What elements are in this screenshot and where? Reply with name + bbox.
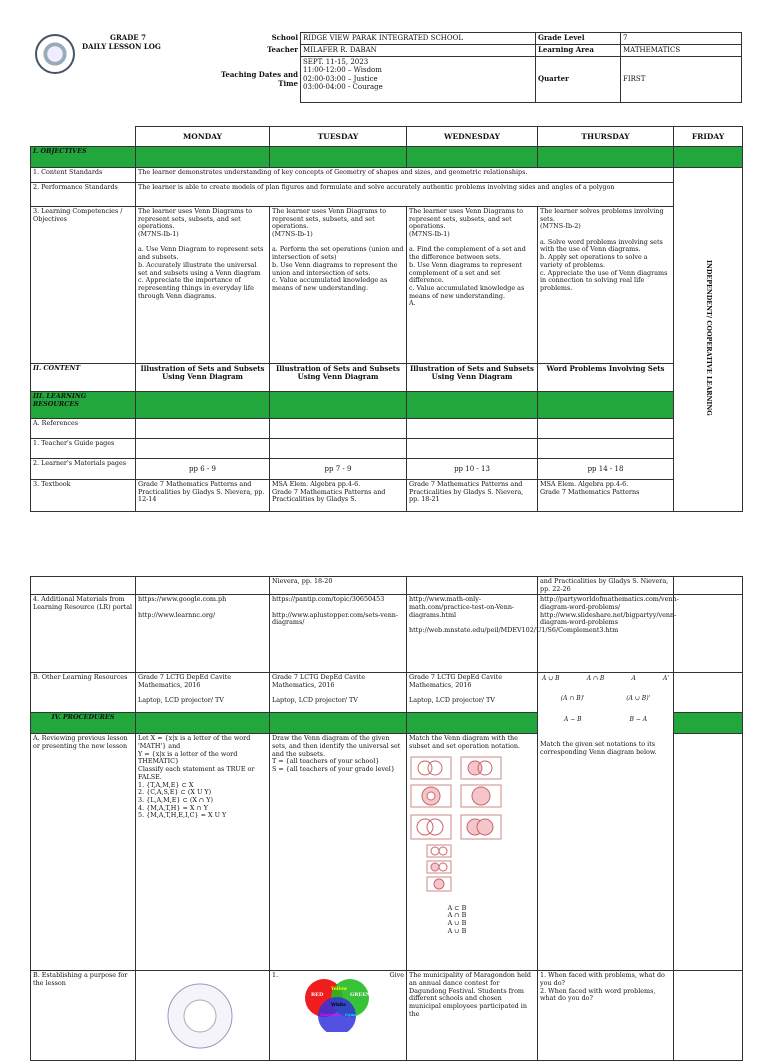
school-label: School xyxy=(271,32,298,42)
purpose-tuesday-give: Give xyxy=(389,971,404,980)
textbook-monday: Grade 7 Mathematics Patterns and Practicalities by Gladys S. Nievera, pp. 12-14 xyxy=(136,480,270,512)
day-tuesday: TUESDAY xyxy=(270,127,407,147)
notation-a-prime: A' xyxy=(663,675,669,683)
teacher-label: Teacher xyxy=(267,44,298,54)
content-wednesday: Illustration of Sets and Subsets Using Venn Diagram xyxy=(407,364,538,392)
other-wednesday: Grade 7 LCTG DepEd Cavite Mathematics, 2016 Laptop, LCD projector/ TV xyxy=(407,673,538,713)
notation-a-minus-b: A − B xyxy=(563,715,582,723)
color-magenta: Magenta xyxy=(320,1012,340,1018)
purpose-tuesday-num: 1. xyxy=(272,971,279,980)
venn-matching-diagrams xyxy=(409,755,509,905)
purpose-label: B. Establishing a purpose for the lesson xyxy=(31,971,136,1061)
additional-thursday: http://partyworldofmathematics.com/venn-diagram-word-problems/ http://www.slideshare.net/bigpartyy/venn-diagram-word-problems xyxy=(538,595,674,673)
color-white: White xyxy=(331,1003,346,1009)
purpose-wednesday: The municipality of Maragondon held an annual dance contest for Dagundong Festival. Students from different schools and chosen municipal employees participated in the xyxy=(407,971,538,1061)
competencies-tuesday: The learner uses Venn Diagrams to represent sets, subsets, and set operations. (M7NS-Ib-1) a. Perform the set operations (union and intersection of sets) b. Use Venn diagrams to represent the union and intersection of sets. c. Value accumulated knowledge as means of new understanding. xyxy=(270,207,407,364)
textbook-wednesday: Grade 7 Mathematics Patterns and Practicalities by Gladys S. Nievera, pp. 18-21 xyxy=(407,480,538,512)
additional-tuesday: https://pantip.com/topic/30650453 http://www.aplustopper.com/sets-venn-diagrams/ xyxy=(270,595,407,673)
thu-notations-row1 xyxy=(540,675,671,682)
other-monday: Grade 7 LCTG DepEd Cavite Mathematics, 2016 Laptop, LCD projector/ TV xyxy=(136,673,270,713)
area-label: Learning Area xyxy=(536,45,621,57)
color-cyan: Cyan xyxy=(345,1012,357,1018)
review-wednesday-cell xyxy=(407,734,538,971)
grade-level-value: 7 xyxy=(621,33,742,45)
performance-text: The learner is able to create models of plan figures and formulate and solve accurately authentic problems involving sides and angles of a polygon xyxy=(136,183,674,207)
textbook-label: 3. Textbook xyxy=(31,480,136,512)
review-thursday: Match the given set notations to its corresponding Venn diagram below. xyxy=(540,739,657,756)
day-friday: FRIDAY xyxy=(674,127,743,147)
content-tuesday: Illustration of Sets and Subsets Using Venn Diagram xyxy=(270,364,407,392)
friday-note: INDEPENDENT/ COOPERATIVE LEARNING xyxy=(704,260,713,417)
lm-tuesday: pp 7 - 9 xyxy=(270,459,407,480)
wed-notation-4: A ∪ B xyxy=(447,926,467,935)
log-label: DAILY LESSON LOG xyxy=(82,42,161,51)
additional-monday: https://www.google.com.ph http://www.learnnc.org/ xyxy=(136,595,270,673)
notation-a-union-b: A ∪ B xyxy=(542,675,560,683)
lm-thursday: pp 14 - 18 xyxy=(538,459,674,480)
content-thursday: Word Problems Involving Sets xyxy=(538,364,674,392)
resources-header: III. LEARNING RESOURCES xyxy=(31,392,136,419)
competencies-wednesday: The learner uses Venn Diagrams to represent sets, subsets, and set operations. (M7NS-Ib-1) a. Find the complement of a set and the difference between sets. b. Use Venn diagrams to represent complement of a set and set difference. c. Value accumulated knowledge as means of new understanding. A. xyxy=(407,207,538,364)
notation-a-int-b-complement: (A ∩ B)' xyxy=(560,694,585,702)
day-wednesday: WEDNESDAY xyxy=(407,127,538,147)
lesson-table-page2 xyxy=(30,576,743,1061)
other-label: B. Other Learning Resources xyxy=(31,673,136,713)
deped-seal xyxy=(35,34,75,74)
concept-circle-image xyxy=(160,980,240,1050)
content-monday: Illustration of Sets and Subsets Using Venn Diagram xyxy=(136,364,270,392)
review-monday: Let X = {x|x is a letter of the word 'MATH'} and Y = {x|x is a letter of the word THEMATIC} Classify each statement as TRUE or FALSE. 1. {T,A,M,E} ⊂ X 2. {C,A,S,E} ⊂ (X U Y) 3. {L,A,M,E} ⊂ (X ∩ Y) 4. {M,A,T,H} = X ∩ Y 5. {M,A,T,H,E,I,C} = X U Y xyxy=(136,734,270,971)
quarter-label: Quarter xyxy=(536,57,621,103)
purpose-monday xyxy=(136,971,270,1061)
grade-label: GRADE 7 xyxy=(110,33,146,42)
textbook2-tuesday: Nievera, pp. 18-20 xyxy=(270,577,407,595)
day-monday: MONDAY xyxy=(136,127,270,147)
thu-notations-row3 xyxy=(540,716,671,723)
review-wednesday: Match the Venn diagram with the subset and set operation notation. xyxy=(409,734,520,751)
day-thursday: THURSDAY xyxy=(538,127,674,147)
color-green: GREEN xyxy=(350,992,371,999)
content-standards-text: The learner demonstrates understanding of key concepts of Geometry of shapes and sizes, and geometric relationships. xyxy=(136,168,674,183)
color-red: RED xyxy=(311,992,324,999)
notation-b-minus-a: B − A xyxy=(629,715,648,723)
dates-label: Teaching Dates and Time xyxy=(220,70,298,88)
thu-notations-row2 xyxy=(540,695,671,702)
lm-monday: pp 6 - 9 xyxy=(136,459,270,480)
header-info xyxy=(200,32,742,103)
other-thursday xyxy=(538,673,674,971)
performance-label: 2. Performance Standards xyxy=(31,183,136,207)
competencies-label: 3. Learning Competencies / Objectives xyxy=(31,207,136,364)
grade-level-label: Grade Level xyxy=(536,33,621,45)
objectives-header: I. OBJECTIVES xyxy=(31,147,136,168)
additional-label: 4. Additional Materials from Learning Resource (LR) portal xyxy=(31,595,136,673)
review-label: A. Reviewing previous lesson or presenting the new lesson xyxy=(31,734,136,971)
notation-a-int-b: A ∩ B xyxy=(586,675,605,683)
wed-notations xyxy=(379,905,535,936)
wed-notation-2: A ∩ B xyxy=(447,911,467,920)
textbook-tuesday: MSA Elem. Algebra pp.4-6. Grade 7 Mathematics Patterns and Practicalities by Gladys S. xyxy=(270,480,407,512)
lm-label: 2. Learner's Materials pages xyxy=(31,459,136,480)
friday-cell xyxy=(674,168,743,512)
lm-wednesday: pp 10 - 13 xyxy=(407,459,538,480)
competencies-monday: The learner uses Venn Diagrams to represent sets, subsets, and set operations. (M7NS-Ib-1) a. Use Venn Diagram to represent sets and subsets. b. Accurately illustrate the universal set and subsets using a Venn diagram c. Appreciate the importance of representing things in everyday life through Venn diagrams. xyxy=(136,207,270,364)
additional-wednesday: http://www.math-only-math.com/practice-test-on-Venn-diagrams.html http://web.mnstate.edu/peil/MDEV102/U1/S6/Complement3.htm xyxy=(407,595,538,673)
wed-notation-3: A ∪ B xyxy=(447,919,467,928)
purpose-tuesday xyxy=(270,971,407,1061)
content-label: II. CONTENT xyxy=(31,364,136,392)
area-value: MATHEMATICS xyxy=(621,45,742,57)
notation-a-union-b-complement: (A ∪ B)' xyxy=(626,694,651,702)
tg-label: 1. Teacher's Guide pages xyxy=(31,439,136,459)
color-yellow: Yellow xyxy=(331,987,347,993)
other-tuesday: Grade 7 LCTG DepEd Cavite Mathematics, 2016 Laptop, LCD projector/ TV xyxy=(270,673,407,713)
dates-value: SEPT. 11-15, 2023 11:00-12:00 – Wisdom 02:00-03:00 – Justice 03:00-04:00 - Courage xyxy=(301,57,536,103)
purpose-thursday: 1. When faced with problems, what do you do? 2. When faced with word problems, what do you do? xyxy=(538,971,674,1061)
procedures-header: IV. PROCEDURES xyxy=(31,713,136,734)
wed-notation-1: A ⊂ B xyxy=(447,903,467,912)
notation-a: A xyxy=(631,675,636,683)
references-label: A. References xyxy=(31,419,136,439)
teacher-value: MILAFER R. DABAN xyxy=(301,45,536,57)
school-value: RIDGE VIEW PARAK INTEGRATED SCHOOL xyxy=(301,33,536,45)
competencies-thursday: The learner solves problems involving sets. (M7NS-Ib-2) a. Solve word problems involving sets with the use of Venn diagrams. b. Apply set operations to solve a variety of problems. c. Appreciate the use of Venn diagrams in connection to solving real life problems. xyxy=(538,207,674,364)
textbook2-thursday: and Practicalities by Gladys S. Nievera, pp. 22-26 xyxy=(538,577,674,595)
lesson-table-page1 xyxy=(30,126,743,512)
textbook-thursday: MSA Elem. Algebra pp.4-6. Grade 7 Mathematics Patterns xyxy=(538,480,674,512)
content-standards-label: 1. Content Standards xyxy=(31,168,136,183)
review-tuesday: Draw the Venn diagram of the given sets, and then identify the universal set and the subsets. T = {all teachers of your school} S = {all teachers of your grade level} xyxy=(270,734,407,971)
quarter-value: FIRST xyxy=(621,57,742,103)
